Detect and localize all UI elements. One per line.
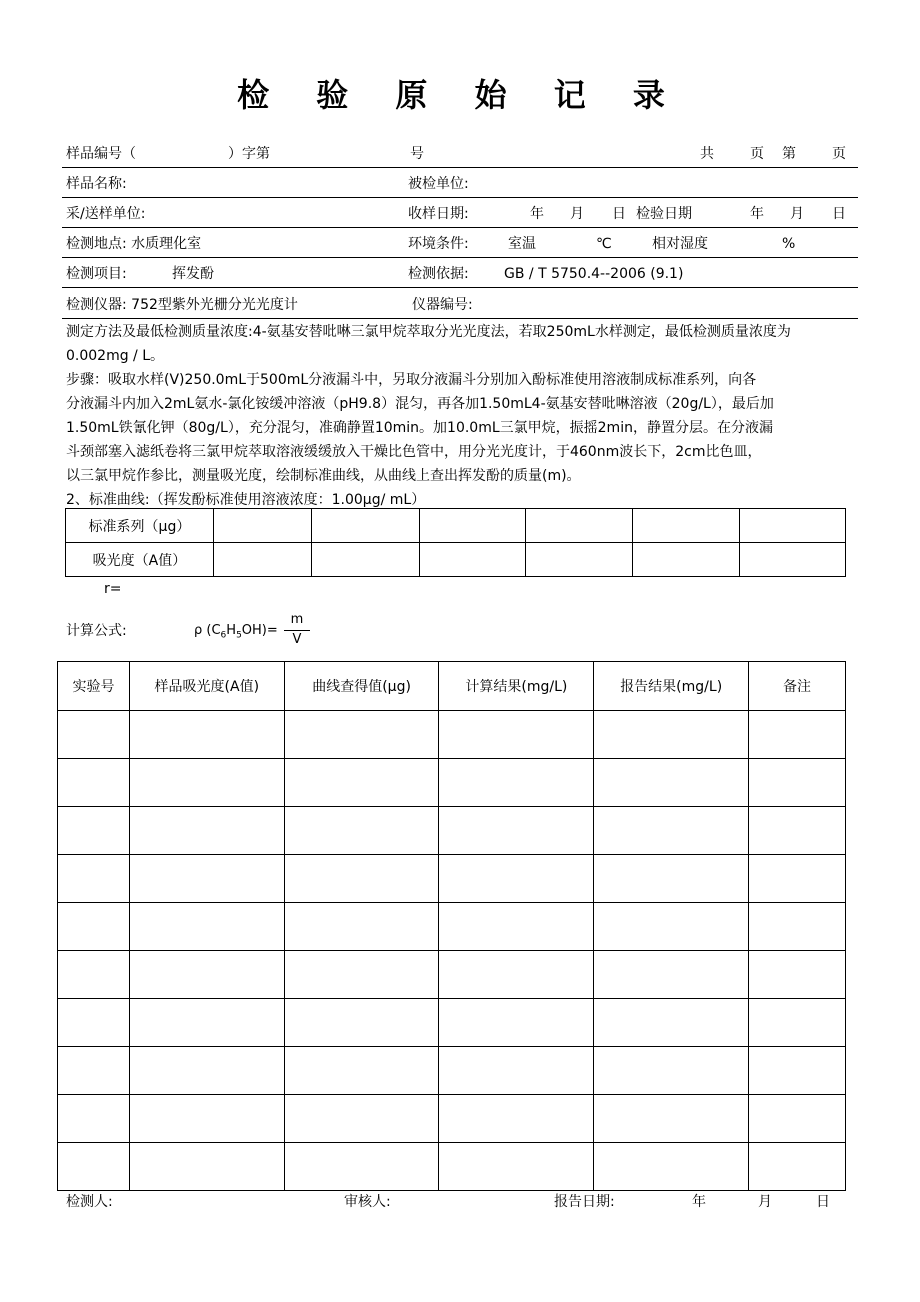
percent-unit: % [782,236,796,252]
result-cell[interactable] [594,1095,749,1143]
result-cell[interactable] [594,1047,749,1095]
result-cell[interactable] [594,855,749,903]
absorbance-cell[interactable] [633,543,740,577]
formula-numerator: m [290,612,304,627]
result-cell[interactable] [129,759,284,807]
formula-h: H [226,623,237,638]
divider [62,167,858,168]
table-row [58,1143,846,1191]
formula-lhs [194,622,278,645]
result-cell[interactable] [594,951,749,999]
report-date-label: 报告日期: [554,1194,615,1210]
method-line: 步骤：吸取水样(V)250.0mL于500mL分液漏斗中，另取分液漏斗分别加入酚标准使用溶液制成标准系列，向各 [66,372,757,388]
result-cell[interactable] [439,807,594,855]
celsius-unit: ℃ [596,236,612,252]
method-line: 1.50mL铁氰化钾（80g/L），充分混匀，准确静置10min。加10.0mL三氯甲烷，振摇2min，静置分层。在分液漏 [66,420,773,436]
divider [62,318,858,319]
result-cell[interactable] [749,807,846,855]
result-cell[interactable] [749,855,846,903]
test-basis-label: 检测依据: [408,266,469,282]
result-cell[interactable] [749,903,846,951]
result-cell[interactable] [58,855,130,903]
method-line: 斗颈部塞入滤纸卷将三氯甲烷萃取溶液缓缓放入干燥比色管中，用分光光度计，于460nm波长下，2cm比色皿， [66,444,762,460]
result-cell[interactable] [284,1047,439,1095]
test-item-label: 检测项目: [66,266,127,282]
receive-year: 年 [530,206,544,222]
result-cell[interactable] [284,711,439,759]
table-row [66,543,846,577]
report-year: 年 [692,1194,706,1210]
result-cell[interactable] [58,951,130,999]
table-header-row [58,662,846,711]
result-cell[interactable] [594,999,749,1047]
absorbance-cell[interactable] [311,543,419,577]
result-cell[interactable] [594,759,749,807]
instrument-label: 检测仪器: 752型紫外光栅分光光度计 [66,297,298,313]
report-month: 月 [758,1194,772,1210]
result-cell[interactable] [58,1047,130,1095]
result-cell[interactable] [749,711,846,759]
result-cell[interactable] [129,855,284,903]
sampling-unit-label: 采/送样单位: [66,206,146,222]
result-cell[interactable] [284,759,439,807]
column-header: 备注 [749,662,846,711]
divider [62,227,858,228]
result-cell[interactable] [439,951,594,999]
receive-date-label: 收样日期: [408,206,469,222]
location-label: 检测地点: 水质理化室 [66,236,202,252]
table-row [58,1095,846,1143]
tester-label: 检测人: [66,1194,113,1210]
formula-denominator: V [292,632,302,647]
method-line: 测定方法及最低检测质量浓度:4-氨基安替吡啉三氯甲烷萃取分光光度法，若取250mL水样测定，最低检测质量浓度为 [66,324,791,340]
std-series-cell[interactable] [526,509,633,543]
method-line: 0.002mg / L。 [66,348,165,364]
method-line: 以三氯甲烷作参比，测量吸光度，绘制标准曲线，从曲线上查出挥发酚的质量(m)。 [66,468,581,484]
column-header: 计算结果(mg/L) [439,662,594,711]
table-row [66,509,846,543]
column-header: 实验号 [58,662,130,711]
formula-sub-2: 5 [236,630,242,641]
env-label: 环境条件: [408,236,469,252]
formula-lhs-prefix: ρ (C [194,623,221,638]
result-cell[interactable] [749,999,846,1047]
instrument-no-label: 仪器编号: [412,297,473,313]
result-cell[interactable] [129,999,284,1047]
method-paragraph [66,320,856,512]
result-cell[interactable] [439,999,594,1047]
receive-month: 月 [570,206,584,222]
table-row [58,1047,846,1095]
test-date-label: 检验日期 [636,206,692,222]
report-day: 日 [816,1194,830,1210]
page-word-1: 页 [750,146,764,162]
result-cell[interactable] [58,1143,130,1191]
page-word-2: 页 [832,146,846,162]
divider [62,197,858,198]
page-current-label: 第 [782,146,796,162]
result-cell[interactable] [749,759,846,807]
table-row [58,999,846,1047]
method-line: 分液漏斗内加入2mL氨水-氯化铵缓冲溶液（pH9.8）混匀，再各加1.50mL4-氨基安替吡啉溶液（20g/L），最后加 [66,396,774,412]
method-line: 2、标准曲线:（挥发酚标准使用溶液浓度：1.00μg/ mL） [66,492,426,508]
result-cell[interactable] [439,855,594,903]
result-cell[interactable] [58,999,130,1047]
result-cell[interactable] [129,807,284,855]
receive-day: 日 [612,206,626,222]
room-temp-label: 室温 [508,236,536,252]
result-cell[interactable] [439,903,594,951]
result-cell[interactable] [129,951,284,999]
result-cell[interactable] [284,807,439,855]
formula-label: 计算公式: [66,623,127,639]
result-cell[interactable] [58,1095,130,1143]
page-title: 检 验 原 始 记 录 [237,76,683,114]
std-series-cell[interactable] [311,509,419,543]
absorbance-cell[interactable] [740,543,846,577]
result-cell[interactable] [284,951,439,999]
absorbance-cell[interactable] [419,543,526,577]
absorbance-label: 吸光度（A值） [66,543,214,577]
absorbance-cell[interactable] [526,543,633,577]
result-cell[interactable] [749,1095,846,1143]
result-cell[interactable] [749,1047,846,1095]
sample-no-mid: ）字第 [228,146,270,162]
divider [62,287,858,288]
table-row [58,759,846,807]
column-header: 报告结果(mg/L) [594,662,749,711]
table-row [58,807,846,855]
result-cell[interactable] [284,855,439,903]
result-cell[interactable] [129,1047,284,1095]
std-series-label: 标准系列（μg） [66,509,214,543]
column-header: 样品吸光度(A值) [129,662,284,711]
std-series-cell[interactable] [419,509,526,543]
result-cell[interactable] [439,1095,594,1143]
result-cell[interactable] [439,1047,594,1095]
humidity-label: 相对湿度 [652,236,708,252]
result-cell[interactable] [439,759,594,807]
result-cell[interactable] [129,903,284,951]
absorbance-cell[interactable] [213,543,311,577]
results-table [57,661,846,1191]
std-series-cell[interactable] [740,509,846,543]
result-cell[interactable] [284,999,439,1047]
result-cell[interactable] [129,1095,284,1143]
correlation-label: r= [104,581,122,597]
test-item-value: 挥发酚 [172,266,214,282]
result-cell[interactable] [284,1143,439,1191]
sample-no-end: 号 [410,146,424,162]
formula-sub-1: 6 [220,630,227,641]
sample-no-label: 样品编号（ [66,146,136,162]
result-cell[interactable] [58,759,130,807]
table-row [58,951,846,999]
result-cell[interactable] [58,903,130,951]
standard-curve-table [65,508,846,577]
std-series-cell[interactable] [633,509,740,543]
reviewer-label: 审核人: [344,1194,391,1210]
test-month: 月 [790,206,804,222]
column-header: 曲线查得值(μg) [284,662,439,711]
test-year: 年 [750,206,764,222]
result-cell[interactable] [594,1143,749,1191]
result-cell[interactable] [284,1095,439,1143]
result-cell[interactable] [129,711,284,759]
std-series-cell[interactable] [213,509,311,543]
result-cell[interactable] [58,711,130,759]
page-total-label: 共 [700,146,714,162]
result-cell[interactable] [439,1143,594,1191]
formula-fraction [284,612,310,648]
result-cell[interactable] [439,711,594,759]
result-cell[interactable] [749,1143,846,1191]
table-row [58,903,846,951]
fraction-bar [284,630,310,631]
formula-lhs-suffix: OH)= [241,623,278,638]
result-cell[interactable] [58,807,130,855]
result-cell[interactable] [594,807,749,855]
result-cell[interactable] [594,903,749,951]
divider [62,257,858,258]
table-row [58,855,846,903]
test-basis-value: GB / T 5750.4--2006 (9.1) [504,266,684,282]
table-row [58,711,846,759]
sample-name-label: 样品名称: [66,176,127,192]
result-cell[interactable] [129,1143,284,1191]
result-cell[interactable] [594,711,749,759]
result-cell[interactable] [749,951,846,999]
test-day: 日 [832,206,846,222]
result-cell[interactable] [284,903,439,951]
inspected-unit-label: 被检单位: [408,176,469,192]
